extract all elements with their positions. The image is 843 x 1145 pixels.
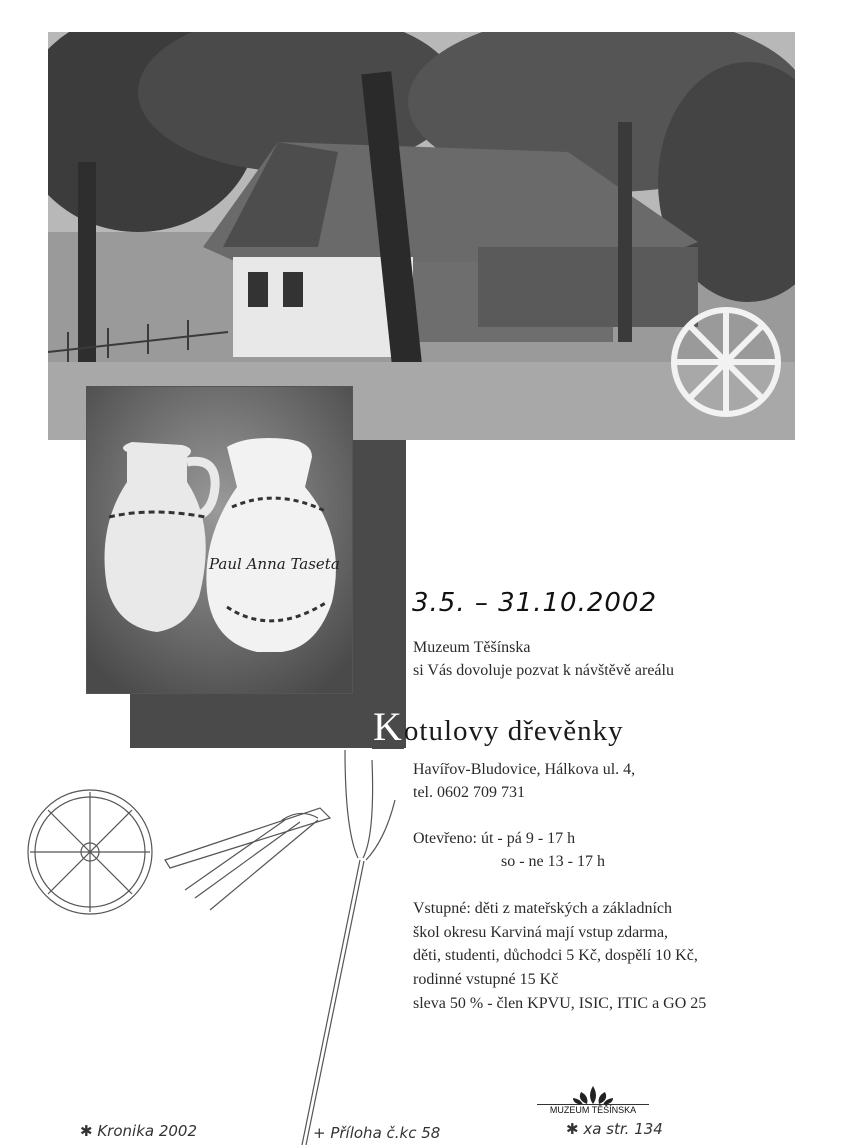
- museum-name: Muzeum Těšínska: [413, 639, 531, 656]
- fee-line: děti, studenti, důchodci 5 Kč, dospělí 10 Kč,: [413, 947, 698, 964]
- handwritten-note: + Příloha č.kc 58: [313, 1124, 441, 1142]
- fee-line: rodinné vstupné 15 Kč: [413, 971, 559, 988]
- handwritten-note: ✱ xa str. 134: [566, 1120, 663, 1138]
- phone: tel. 0602 709 731: [413, 784, 525, 801]
- opening-hours-weekend: so - ne 13 - 17 h: [501, 853, 605, 870]
- address: Havířov-Bludovice, Hálkova ul. 4,: [413, 761, 636, 778]
- fee-line: sleva 50 % - člen KPVU, ISIC, ITIC a GO 25: [413, 995, 707, 1012]
- handwritten-note: ✱ Kronika 2002: [80, 1122, 198, 1140]
- jug-inscription: Paul Anna Taseta: [209, 555, 340, 573]
- cottage-photo: [48, 32, 795, 440]
- date-range: 3.5. – 31.10.2002: [412, 588, 658, 618]
- fee-line: škol okresu Karviná mají vstup zdarma,: [413, 924, 669, 941]
- tool-drawings: [0, 740, 843, 1145]
- hayfork-drawing: [165, 808, 330, 910]
- title-rest: otulovy dřevěnky: [403, 715, 624, 747]
- invitation-text: si Vás dovoluje pozvat k návštěvě areálu: [413, 662, 674, 679]
- jugs-photo: [86, 386, 353, 694]
- opening-hours-weekday: Otevřeno: út - pá 9 - 17 h: [413, 830, 576, 847]
- logo-text: MUZEUM TĚŠÍNSKA: [537, 1104, 649, 1115]
- fee-line: Vstupné: děti z mateřských a základních: [413, 900, 673, 917]
- title-initial: K: [373, 704, 403, 749]
